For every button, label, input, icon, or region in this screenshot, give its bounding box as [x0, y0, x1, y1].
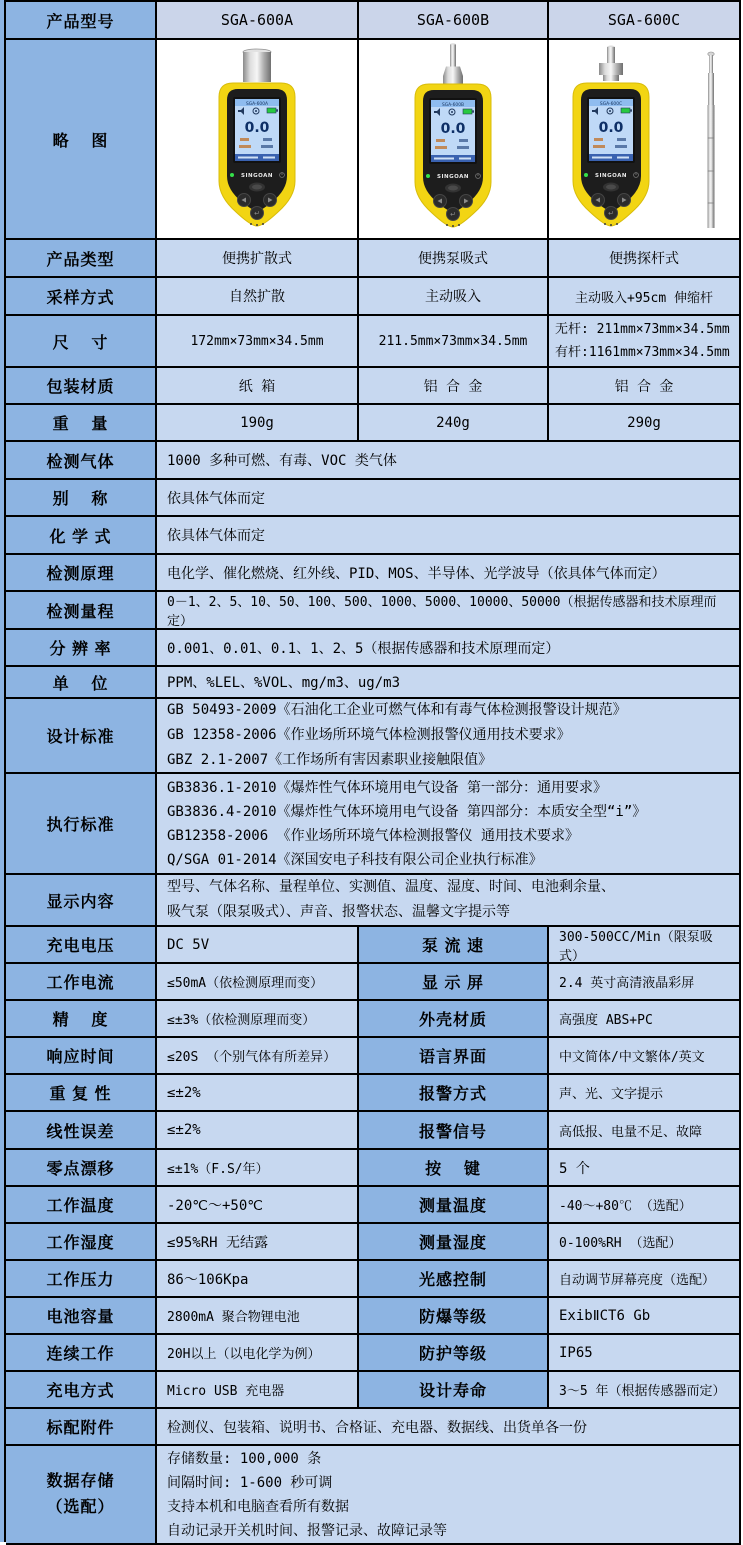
size-label: 尺 寸: [6, 316, 157, 368]
display-content-value: [157, 875, 741, 927]
model-name-c: SGA-600C: [549, 2, 741, 40]
alarm-signal-label: 报警信号: [359, 1112, 549, 1150]
executive-standard-value: [157, 774, 741, 875]
light-control-label: 光感控制: [359, 1261, 549, 1298]
working-temperature-label: 工作温度: [6, 1187, 157, 1224]
packing-a: 纸 箱: [157, 368, 359, 405]
buttons-value: 5 个: [549, 1150, 741, 1187]
device-b-screen-title: SGA-600B: [441, 102, 465, 108]
packing-row: [6, 368, 741, 405]
working-current-label: 工作电流: [6, 964, 157, 1001]
detected-gas-row: [6, 442, 741, 480]
detection-principle-row: [6, 555, 741, 592]
executive-standard-line: GB12358-2006 《作业场所环境气体检测报警仪 通用技术要求》: [167, 827, 580, 844]
size-c-line1: 无杆: 211mm×73mm×34.5mm: [555, 322, 730, 337]
sampling-row: [6, 278, 741, 316]
gas-detector-a-icon: [197, 43, 317, 235]
continuous-work-label: 连续工作: [6, 1335, 157, 1372]
display-content-row: [6, 875, 741, 927]
alias-value: 依具体气体而定: [157, 480, 741, 517]
detection-range-value: 0－1、2、5、10、50、100、500、1000、5000、10000、50000（根据传感器和技术原理而定）: [157, 592, 741, 630]
data-storage-line: 支持本机和电脑查看所有数据: [167, 1498, 349, 1515]
device-c-screen-title: SGA-600C: [599, 101, 623, 107]
spec-row-accuracy: [6, 1001, 741, 1038]
product-type-label: 产品类型: [6, 240, 157, 278]
weight-label: 重 量: [6, 405, 157, 442]
charging-voltage-value: DC 5V: [157, 927, 359, 964]
executive-standard-row: [6, 774, 741, 875]
spec-row-repeatability: [6, 1075, 741, 1112]
zero-drift-value: ≤±1%（F.S/年）: [157, 1150, 359, 1187]
protection-grade-label: 防护等级: [359, 1335, 549, 1372]
model-name-a: SGA-600A: [157, 2, 359, 40]
explosion-proof-label: 防爆等级: [359, 1298, 549, 1335]
detection-range-row: [6, 592, 741, 630]
spec-row-working-temperature: [6, 1187, 741, 1224]
model-name-b: SGA-600B: [359, 2, 549, 40]
spec-row-working-current: [6, 964, 741, 1001]
working-humidity-value: ≤95%RH 无结露: [157, 1224, 359, 1261]
device-c-image: [549, 40, 741, 240]
sampling-b: 主动吸入: [359, 278, 549, 316]
design-standard-line: GB 50493-2009《石油化工企业可燃气体和有毒气体检测报警设计规范》: [167, 702, 627, 718]
measuring-temperature-value: -40～+80℃ （选配）: [549, 1187, 741, 1224]
sketch-label: 略 图: [6, 40, 157, 240]
executive-standard-line: GB3836.4-2010《爆炸性气体环境用电气设备 第四部分：本质安全型“i”》: [167, 803, 647, 820]
data-storage-line: 自动记录开关机时间、报警记录、故障记录等: [167, 1522, 447, 1539]
charging-method-label: 充电方式: [6, 1372, 157, 1409]
unit-value: PPM、%LEL、%VOL、mg/m3、ug/m3: [157, 667, 741, 699]
alias-label: 别 称: [6, 480, 157, 517]
header-row: [6, 2, 741, 40]
product-spec-table: [4, 0, 741, 1542]
design-standard-label: 设计标准: [6, 699, 157, 774]
display-content-line: 吸气泵（限泵吸式）、声音、报警状态、温馨文字提示等: [167, 904, 510, 920]
detection-principle-label: 检测原理: [6, 555, 157, 592]
display-screen-value: 2.4 英寸高清液晶彩屏: [549, 964, 741, 1001]
pump-flow-label: 泵 流 速: [359, 927, 549, 964]
design-life-label: 设计寿命: [359, 1372, 549, 1409]
product-type-row: [6, 240, 741, 278]
product-type-a: 便携扩散式: [157, 240, 359, 278]
spec-row-battery-capacity: [6, 1298, 741, 1335]
pump-flow-value: 300-500CC/Min（限泵吸式）: [549, 927, 741, 964]
chemical-formula-row: [6, 517, 741, 555]
resolution-row: [6, 630, 741, 667]
repeatability-label: 重 复 性: [6, 1075, 157, 1112]
alarm-signal-value: 高低报、电量不足、故障: [549, 1112, 741, 1150]
spec-row-response-time: [6, 1038, 741, 1075]
light-control-value: 自动调节屏幕亮度（选配）: [549, 1261, 741, 1298]
telescopic-rod-icon: [708, 52, 715, 228]
response-time-value: ≤20S （个别气体有所差异）: [157, 1038, 359, 1075]
unit-label: 单 位: [6, 667, 157, 699]
response-time-label: 响应时间: [6, 1038, 157, 1075]
language-label: 语言界面: [359, 1038, 549, 1075]
detection-principle-value: 电化学、催化燃烧、红外线、PID、MOS、半导体、光学波导（依具体气体而定）: [157, 555, 741, 592]
working-pressure-value: 86～106Kpa: [157, 1261, 359, 1298]
spec-row-continuous-work: [6, 1335, 741, 1372]
spec-row-working-humidity: [6, 1224, 741, 1261]
header-label: 产品型号: [6, 2, 157, 40]
data-storage-value: [157, 1446, 741, 1545]
language-value: 中文简体/中文繁体/英文: [549, 1038, 741, 1075]
executive-standard-label: 执行标准: [6, 774, 157, 875]
data-storage-line: 间隔时间: 1-600 秒可调: [167, 1474, 333, 1491]
size-a: 172mm×73mm×34.5mm: [157, 316, 359, 368]
data-storage-label: [6, 1446, 157, 1545]
measuring-humidity-label: 测量湿度: [359, 1224, 549, 1261]
detection-range-label: 检测量程: [6, 592, 157, 630]
spec-row-charging-voltage: [6, 927, 741, 964]
accuracy-value: ≤±3%（依检测原理而变）: [157, 1001, 359, 1038]
weight-a: 190g: [157, 405, 359, 442]
data-storage-line: 存储数量: 100,000 条: [167, 1450, 322, 1467]
sampling-label: 采样方式: [6, 278, 157, 316]
size-row: [6, 316, 741, 368]
accessories-label: 标配附件: [6, 1409, 157, 1446]
product-type-c: 便携探杆式: [549, 240, 741, 278]
protection-grade-value: IP65: [549, 1335, 741, 1372]
size-b: 211.5mm×73mm×34.5mm: [359, 316, 549, 368]
executive-standard-line: Q/SGA 01-2014《深国安电子科技有限公司企业执行标准》: [167, 851, 543, 868]
working-temperature-value: -20℃～+50℃: [157, 1187, 359, 1224]
size-c-line2: 有杆:1161mm×73mm×34.5mm: [555, 345, 730, 360]
design-standard-line: GB 12358-2006《作业场所环境气体检测报警仪通用技术要求》: [167, 727, 571, 743]
design-standard-row: [6, 699, 741, 774]
data-storage-label-line1: 数据存储: [46, 1472, 115, 1490]
buttons-label: 按 键: [359, 1150, 549, 1187]
detected-gas-value: 1000 多种可燃、有毒、VOC 类气体: [157, 442, 741, 480]
measuring-temperature-label: 测量温度: [359, 1187, 549, 1224]
product-type-b: 便携泵吸式: [359, 240, 549, 278]
shell-material-label: 外壳材质: [359, 1001, 549, 1038]
spec-row-charging-method: [6, 1372, 741, 1409]
design-standard-line: GBZ 2.1-2007《工作场所有害因素职业接触限值》: [167, 752, 493, 768]
alarm-mode-label: 报警方式: [359, 1075, 549, 1112]
data-storage-label-line2: （选配）: [46, 1498, 115, 1516]
sampling-a: 自然扩散: [157, 278, 359, 316]
repeatability-value: ≤±2%: [157, 1075, 359, 1112]
resolution-label: 分 辨 率: [6, 630, 157, 667]
working-pressure-label: 工作压力: [6, 1261, 157, 1298]
detected-gas-label: 检测气体: [6, 442, 157, 480]
battery-capacity-label: 电池容量: [6, 1298, 157, 1335]
accessories-value: 检测仪、包装箱、说明书、合格证、充电器、数据线、出货单各一份: [157, 1409, 741, 1446]
weight-row: [6, 405, 741, 442]
working-current-value: ≤50mA（依检测原理而变）: [157, 964, 359, 1001]
unit-row: [6, 667, 741, 699]
sampling-c: 主动吸入+95cm 伸缩杆: [549, 278, 741, 316]
packing-label: 包装材质: [6, 368, 157, 405]
chemical-formula-label: 化 学 式: [6, 517, 157, 555]
accessories-row: [6, 1409, 741, 1446]
packing-c: 铝 合 金: [549, 368, 741, 405]
spec-row-working-pressure: [6, 1261, 741, 1298]
device-b-image: [359, 40, 549, 240]
gas-detector-b-icon: [393, 42, 513, 236]
accuracy-label: 精 度: [6, 1001, 157, 1038]
display-content-label: 显示内容: [6, 875, 157, 927]
shell-material-value: 高强度 ABS+PC: [549, 1001, 741, 1038]
linearity-error-value: ≤±2%: [157, 1112, 359, 1150]
battery-capacity-value: 2800mA 聚合物锂电池: [157, 1298, 359, 1335]
spec-row-zero-drift: [6, 1150, 741, 1187]
resolution-value: 0.001、0.01、0.1、1、2、5（根据传感器和技术原理而定）: [157, 630, 741, 667]
size-c: [549, 316, 741, 368]
alias-row: [6, 480, 741, 517]
charging-method-value: Micro USB 充电器: [157, 1372, 359, 1409]
display-content-line: 型号、气体名称、量程单位、实测值、温度、湿度、时间、电池剩余量、: [167, 879, 615, 895]
explosion-proof-value: ExibⅡCT6 Gb: [549, 1298, 741, 1335]
device-a-screen-title: SGA-600A: [245, 101, 269, 107]
gas-detector-c-icon: [551, 43, 737, 235]
alarm-mode-value: 声、光、文字提示: [549, 1075, 741, 1112]
weight-c: 290g: [549, 405, 741, 442]
packing-b: 铝 合 金: [359, 368, 549, 405]
chemical-formula-value: 依具体气体而定: [157, 517, 741, 555]
design-standard-value: [157, 699, 741, 774]
device-a-image: [157, 40, 359, 240]
measuring-humidity-value: 0-100%RH （选配）: [549, 1224, 741, 1261]
linearity-error-label: 线性误差: [6, 1112, 157, 1150]
working-humidity-label: 工作湿度: [6, 1224, 157, 1261]
spec-row-linearity-error: [6, 1112, 741, 1150]
executive-standard-line: GB3836.1-2010《爆炸性气体环境用电气设备 第一部分：通用要求》: [167, 779, 608, 796]
design-life-value: 3～5 年（根据传感器而定）: [549, 1372, 741, 1409]
charging-voltage-label: 充电电压: [6, 927, 157, 964]
continuous-work-value: 20H以上（以电化学为例）: [157, 1335, 359, 1372]
sketch-row: [6, 40, 741, 240]
zero-drift-label: 零点漂移: [6, 1150, 157, 1187]
weight-b: 240g: [359, 405, 549, 442]
display-screen-label: 显 示 屏: [359, 964, 549, 1001]
data-storage-row: [6, 1446, 741, 1545]
